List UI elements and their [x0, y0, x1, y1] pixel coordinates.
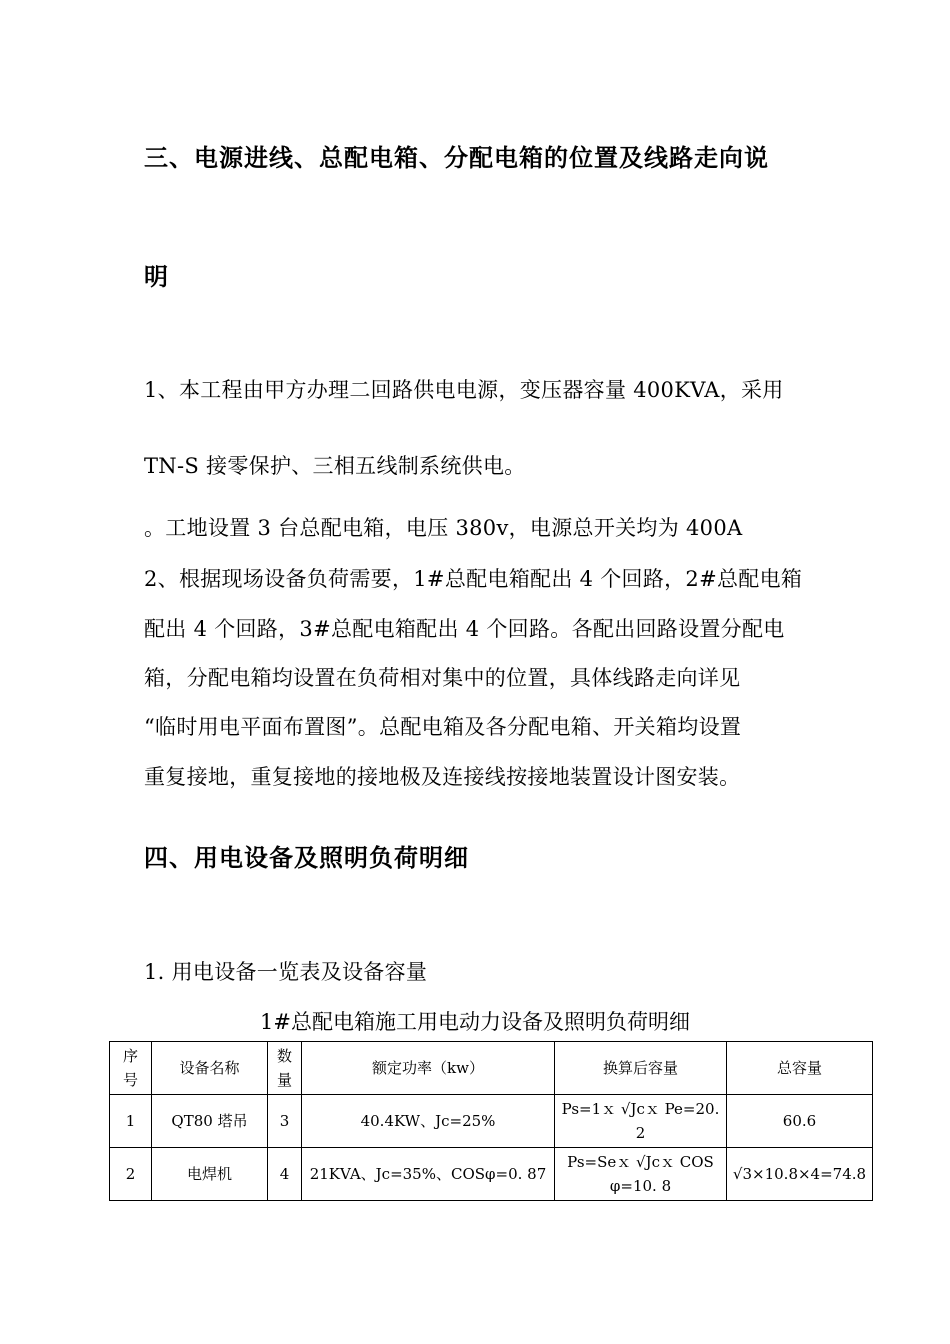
section3-title-line1: 三、电源进线、总配电箱、分配电箱的位置及线路走向说 [144, 143, 769, 172]
paragraph-2-line1: 2、根据现场设备负荷需要，1#总配电箱配出 4 个回路，2#总配电箱 [144, 567, 803, 591]
section3-title-line2: 明 [144, 262, 169, 291]
header-converted: 换算后容量 [555, 1042, 727, 1095]
table-caption: 1#总配电箱施工用电动力设备及照明负荷明细 [260, 1010, 690, 1034]
paragraph-1-line3: 。工地设置 3 台总配电箱，电压 380v，电源总开关均为 400A [144, 516, 743, 540]
cell-converted: Ps=Seｘ √Jcｘ COS φ=10. 8 [555, 1148, 727, 1201]
table-row [110, 1148, 873, 1201]
cell-no: 1 [110, 1095, 152, 1148]
cell-name: 电焊机 [152, 1148, 268, 1201]
table-header-row [110, 1042, 873, 1095]
paragraph-2-line2: 配出 4 个回路，3#总配电箱配出 4 个回路。各配出回路设置分配电 [144, 617, 785, 641]
cell-power: 40.4KW、Jc=25% [302, 1095, 555, 1148]
cell-qty: 4 [268, 1148, 302, 1201]
section4-title: 四、用电设备及照明负荷明细 [144, 843, 469, 872]
cell-converted: Ps=1ｘ √Jcｘ Pe=20. 2 [555, 1095, 727, 1148]
paragraph-2-line4: “临时用电平面布置图”。总配电箱及各分配电箱、开关箱均设置 [144, 715, 742, 739]
section4-subtitle: 1. 用电设备一览表及设备容量 [144, 960, 428, 984]
header-total: 总容量 [727, 1042, 873, 1095]
cell-total: 60.6 [727, 1095, 873, 1148]
cell-no: 2 [110, 1148, 152, 1201]
cell-total: √3×10.8×4=74.8 [727, 1148, 873, 1201]
table-row [110, 1095, 873, 1148]
equipment-load-table [109, 1041, 873, 1201]
paragraph-2-line5: 重复接地，重复接地的接地极及连接线按接地装置设计图安装。 [144, 765, 741, 789]
header-no: 序 号 [110, 1042, 152, 1095]
cell-qty: 3 [268, 1095, 302, 1148]
cell-power: 21KVA、Jc=35%、COSφ=0. 87 [302, 1148, 555, 1201]
header-power: 额定功率（kw） [302, 1042, 555, 1095]
header-qty: 数 量 [268, 1042, 302, 1095]
paragraph-1-line1: 1、本工程由甲方办理二回路供电电源，变压器容量 400KVA，采用 [144, 378, 784, 402]
paragraph-1-line2: TN-S 接零保护、三相五线制系统供电。 [144, 454, 526, 478]
cell-name: QT80 塔吊 [152, 1095, 268, 1148]
header-name: 设备名称 [152, 1042, 268, 1095]
paragraph-2-line3: 箱，分配电箱均设置在负荷相对集中的位置，具体线路走向详见 [144, 666, 741, 690]
